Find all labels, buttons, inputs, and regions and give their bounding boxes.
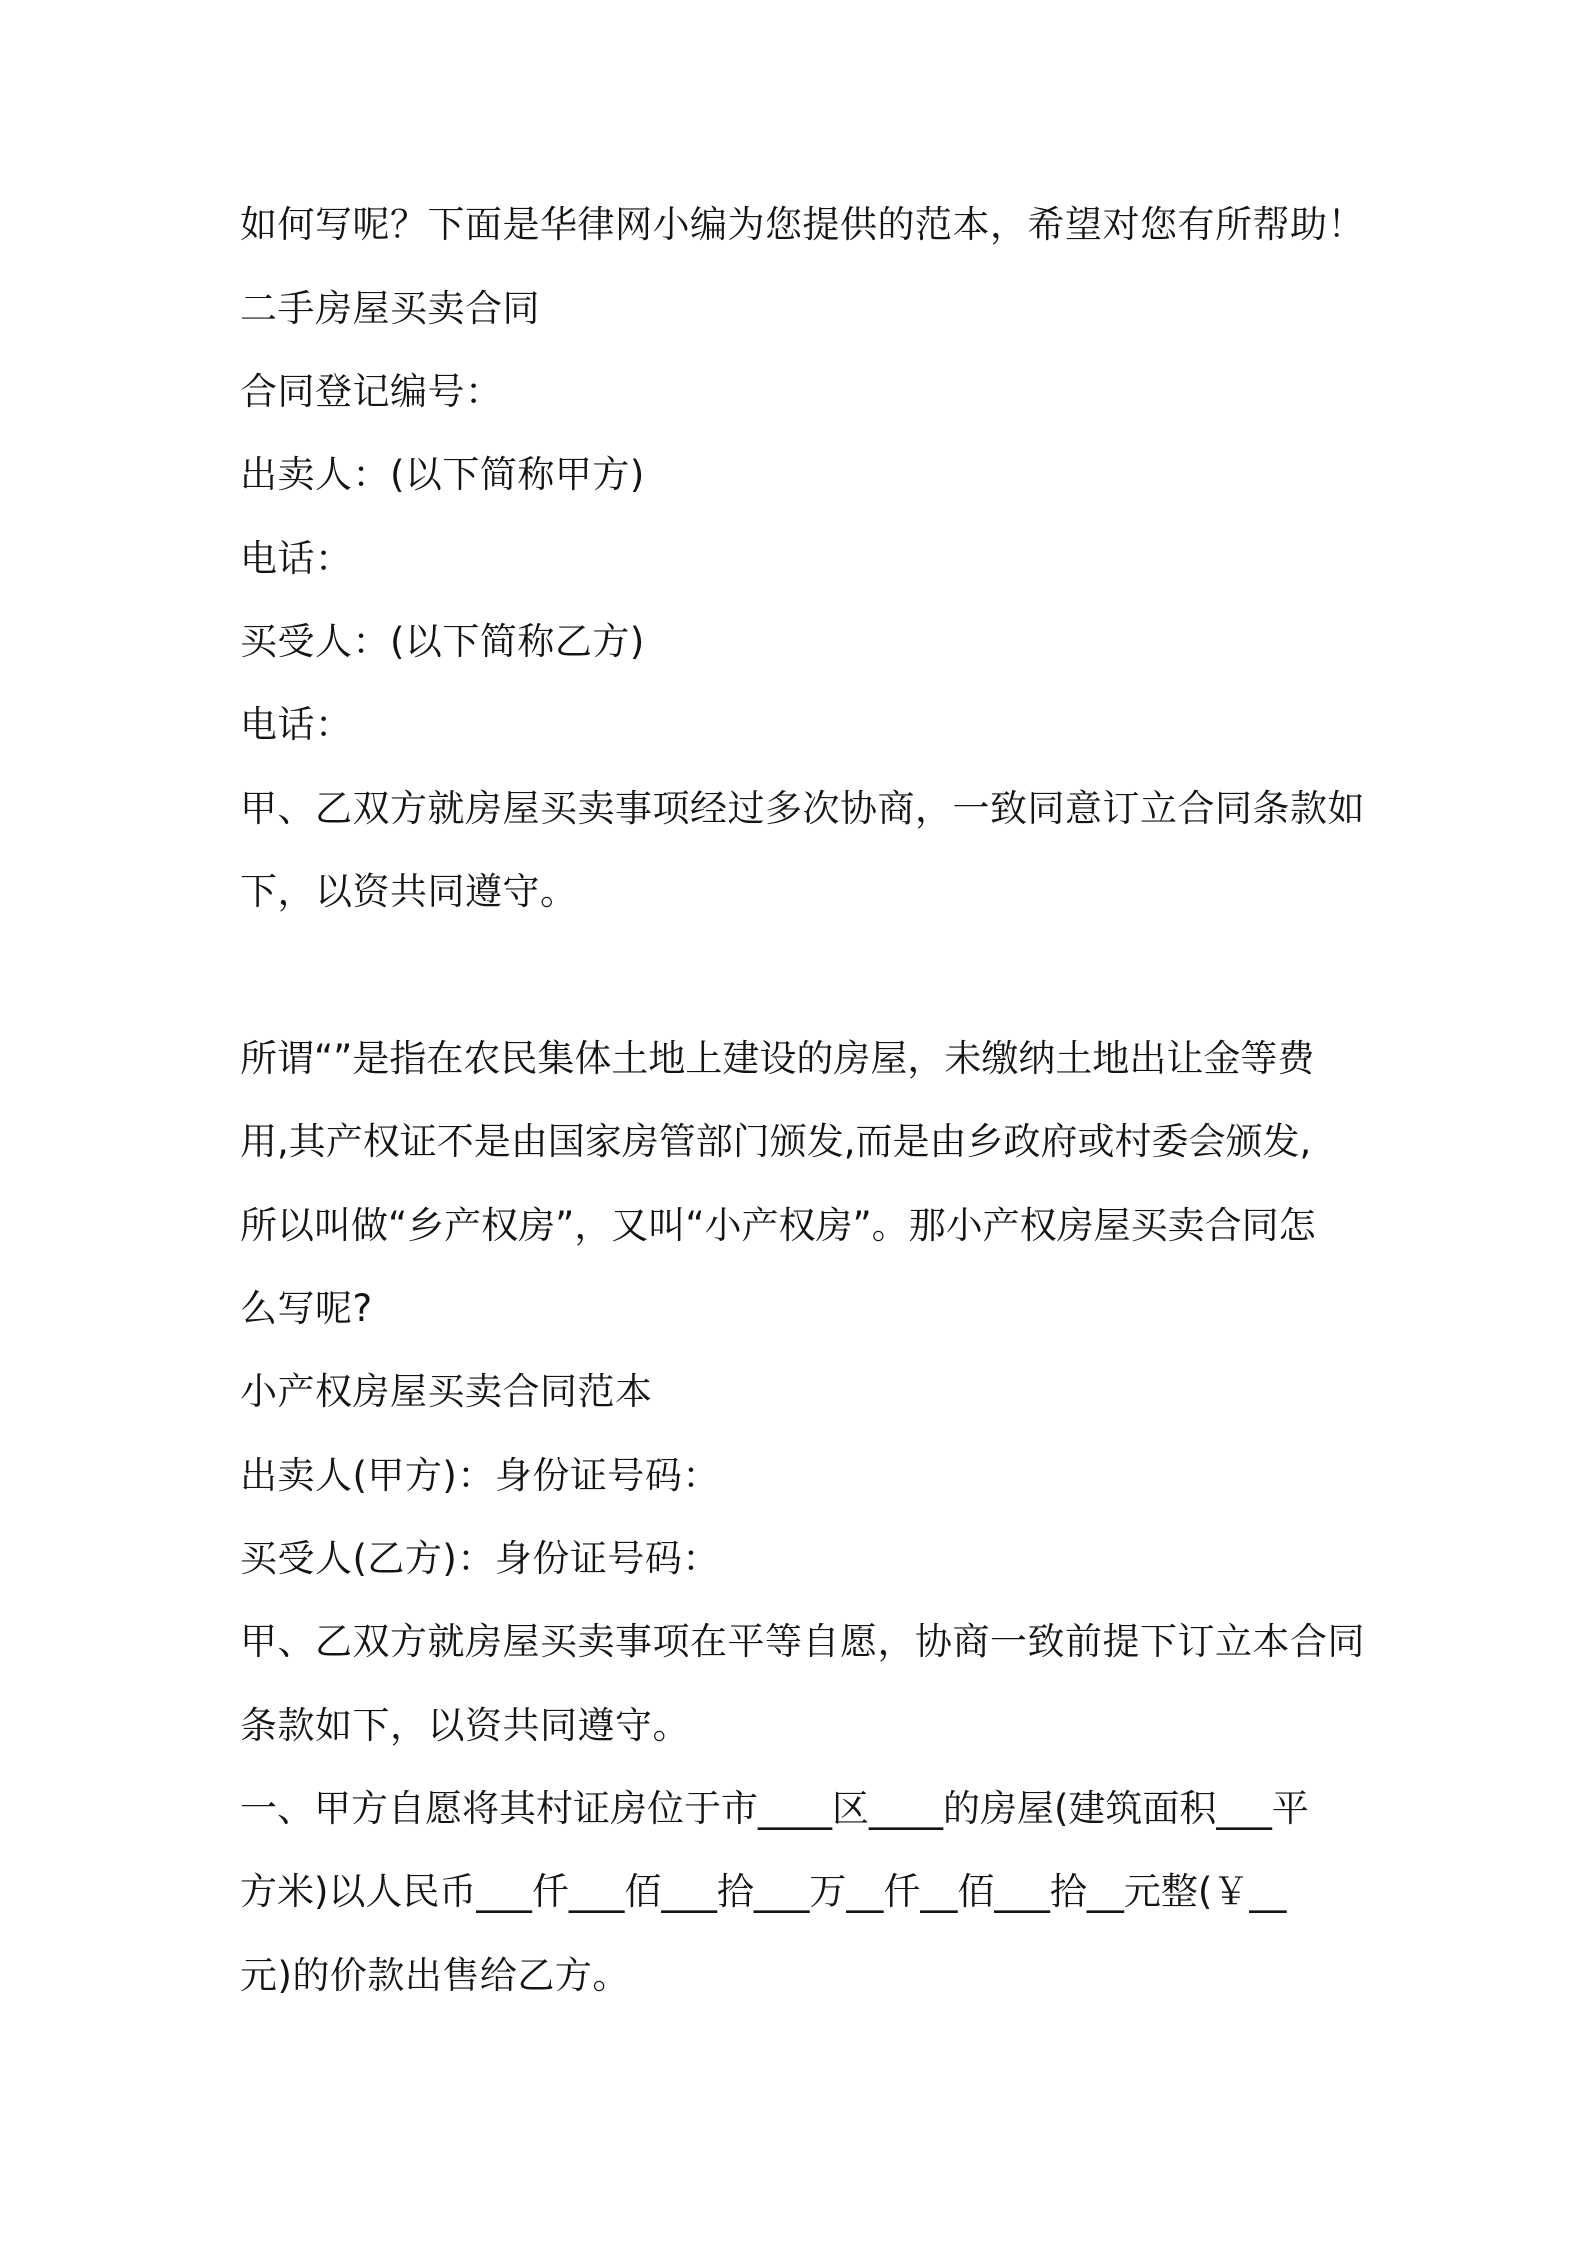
clause-one-line-3: 元)的价款出售给乙方。 [240, 1954, 630, 1997]
template-title: 小产权房屋买卖合同范本 [240, 1370, 653, 1413]
definition-paragraph-line-1: 所谓“”是指在农民集体土地上建设的房屋，未缴纳土地出让金等费 [240, 1037, 1315, 1080]
seller-id-label: 出卖人(甲方)：身份证号码： [240, 1454, 720, 1497]
definition-paragraph-line-4: 么写呢? [240, 1287, 373, 1330]
definition-paragraph-line-3: 所以叫做“乡产权房”，又叫“小产权房”。那小产权房屋买卖合同怎 [240, 1204, 1316, 1247]
buyer-id-label: 买受人(乙方)：身份证号码： [240, 1537, 720, 1580]
seller-phone-label: 电话： [240, 537, 353, 580]
registration-number-label: 合同登记编号： [240, 370, 503, 413]
buyer-label: 买受人：(以下简称乙方) [240, 620, 645, 663]
definition-paragraph-line-2: 用,其产权证不是由国家房管部门颁发,而是由乡政府或村委会颁发, [240, 1120, 1312, 1163]
contract-title: 二手房屋买卖合同 [240, 287, 540, 330]
terms-paragraph-line-1: 甲、乙双方就房屋买卖事项在平等自愿，协商一致前提下订立本合同 [240, 1620, 1365, 1663]
agreement-paragraph-line-2: 下，以资共同遵守。 [240, 870, 578, 913]
clause-one-line-1: 一、甲方自愿将其村证房位于市____区____的房屋(建筑面积___平 [240, 1787, 1309, 1830]
agreement-paragraph-line-1: 甲、乙双方就房屋买卖事项经过多次协商，一致同意订立合同条款如 [240, 787, 1365, 830]
clause-one-line-2: 方米)以人民币___仟___佰___拾___万__仟__佰___拾__元整(￥__ [240, 1870, 1287, 1913]
terms-paragraph-line-2: 条款如下，以资共同遵守。 [240, 1704, 690, 1747]
intro-line: 如何写呢？下面是华律网小编为您提供的范本，希望对您有所帮助！ [240, 203, 1365, 246]
seller-label: 出卖人：(以下简称甲方) [240, 453, 645, 496]
buyer-phone-label: 电话： [240, 703, 353, 746]
